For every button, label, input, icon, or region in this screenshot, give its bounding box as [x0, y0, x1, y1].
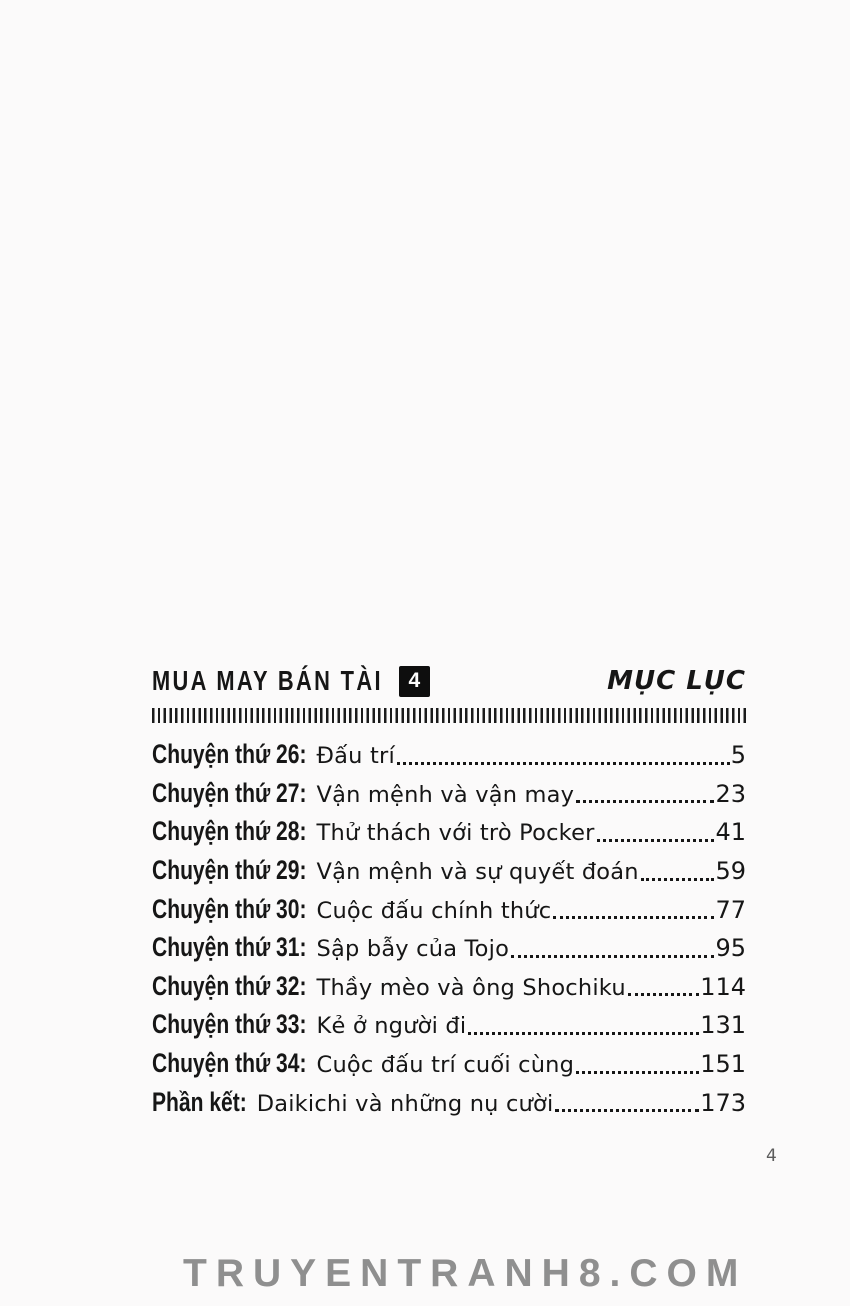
- dotted-leader: [641, 878, 715, 881]
- entry-label: Chuyện thứ 28:: [152, 816, 307, 847]
- entry-label: Chuyện thứ 31:: [152, 932, 307, 963]
- entry-page-number: 23: [715, 779, 746, 808]
- series-title: MUA MAY BÁN TÀI: [152, 665, 383, 696]
- site-watermark: TRUYENTRANH8.COM: [183, 1252, 748, 1295]
- entry-title: Vận mệnh và vận may: [316, 781, 575, 808]
- entry-label: Chuyện thứ 33:: [152, 1009, 307, 1040]
- dotted-leader: [555, 1109, 699, 1112]
- barcode-divider: [152, 708, 746, 723]
- entry-label: Chuyện thứ 34:: [152, 1048, 307, 1079]
- entry-title: Thử thách với trò Pocker: [316, 820, 595, 847]
- entry-page-number: 5: [730, 741, 746, 769]
- dotted-leader: [576, 1071, 699, 1074]
- entry-label: Chuyện thứ 29:: [152, 854, 307, 885]
- entry-label: Chuyện thứ 32:: [152, 970, 307, 1001]
- entry-page-number: 59: [715, 856, 746, 885]
- entry-page-number: 77: [715, 895, 746, 924]
- entry-label: Chuyện thứ 26:: [152, 739, 307, 769]
- entry-title: Đấu trí: [316, 743, 395, 769]
- dotted-leader: [511, 955, 714, 958]
- toc-entry-row: [152, 968, 746, 1007]
- volume-number-badge: 4: [399, 666, 430, 697]
- toc-entry-row: [152, 813, 746, 852]
- dotted-leader: [628, 993, 699, 996]
- toc-entry-row: [152, 852, 746, 891]
- entry-label: Phần kết:: [152, 1086, 247, 1117]
- entry-label: Chuyện thứ 27:: [152, 777, 307, 808]
- page-header: [152, 663, 746, 699]
- toc-entry-row: [152, 891, 746, 930]
- toc-content: [152, 663, 746, 1122]
- dotted-leader: [397, 762, 730, 765]
- entry-title: Cuộc đấu trí cuối cùng: [316, 1052, 575, 1079]
- toc-entry-row: [152, 1084, 746, 1123]
- toc-entry-row: [152, 775, 746, 814]
- entry-title: Daikichi và những nụ cười: [256, 1090, 554, 1117]
- page-number: 4: [766, 1146, 777, 1166]
- entry-page-number: 173: [700, 1088, 746, 1117]
- entry-title: Cuộc đấu chính thức: [316, 897, 552, 924]
- entry-label: Chuyện thứ 30:: [152, 893, 307, 924]
- entry-page-number: 95: [715, 934, 746, 963]
- entry-page-number: 131: [700, 1011, 746, 1040]
- entry-page-number: 41: [715, 818, 746, 847]
- dotted-leader: [468, 1032, 699, 1035]
- toc-entry-row: [152, 929, 746, 968]
- toc-heading: MỤC LỤC: [607, 666, 746, 696]
- entry-page-number: 114: [700, 972, 746, 1001]
- entry-title: Vận mệnh và sự quyết đoán: [316, 858, 639, 885]
- dotted-leader: [597, 839, 715, 842]
- toc-entry-row: [152, 736, 746, 775]
- toc-list: [152, 736, 746, 1122]
- entry-title: Kẻ ở người đi: [316, 1013, 467, 1040]
- dotted-leader: [553, 916, 714, 919]
- entry-title: Thầy mèo và ông Shochiku: [316, 974, 626, 1001]
- entry-title: Sập bẫy của Tojo: [316, 936, 510, 963]
- toc-entry-row: [152, 1045, 746, 1084]
- entry-page-number: 151: [700, 1050, 746, 1079]
- toc-entry-row: [152, 1006, 746, 1045]
- dotted-leader: [576, 800, 714, 803]
